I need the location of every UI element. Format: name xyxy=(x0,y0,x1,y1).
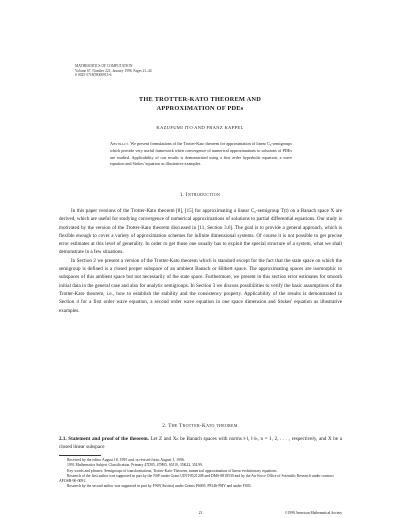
section-1-title: 1. Introduction xyxy=(179,192,221,198)
footnote-support-2: Research by the second author was supported in part by FWF(Austria) under Grants P6005, P8146-PHY and under F003. xyxy=(67,484,252,489)
intro-paragraph-1: In this paper versions of the Trotter-Kato theorem [8], [15] for approximating a linear C₀-semigroup T(t) on a Banach space X are derived, which are useful for studying convergence of numerical approximations of solutions to partial differential equations. Our study is motivated by the version of the Trotter-Kato theorem discussed in [11, Section 3.6]. The goal is to provide a general approach, which is flexible enough to cover a variety of approximation schemes for infinite dimensional systems. Of course it is not possible to get precise error estimates at this level of generality. In order to get those one usually has to exploit the special structure of a system, what we shall demonstrate in a few situations. xyxy=(59,208,342,256)
abstract-lead: Abstract. xyxy=(110,141,130,146)
footnote-rule xyxy=(59,455,101,456)
volume-line: Volume 67, Number 221, January 1998, Pages 21–44 xyxy=(75,68,152,73)
copyright-notice: ©1998 American Mathematical Society xyxy=(284,511,342,515)
section-1-body xyxy=(59,207,342,315)
journal-name: MATHEMATICS OF COMPUTATION xyxy=(75,64,133,68)
journal-header xyxy=(75,64,152,78)
footnote-support-1: Research of the first author was supported in part by the NSF under Grant UINT-8521208 and DMS-8818530 and by the Air Force Office of Scientific Research under contract AFOSR-90-0091. xyxy=(59,473,334,484)
subsection-2-1 xyxy=(59,435,342,452)
subsection-heading: 2.1. Statement and proof of the theorem. xyxy=(59,436,149,442)
pii-line: S 0025-5718(98)00915-6 xyxy=(75,73,112,78)
subsection-text: Let Z and Xₙ be Banach spaces with norms ‖·‖, ‖·‖ₙ, n = 1, 2, . . . , respectively, and X be a closed linear subspace xyxy=(59,436,343,451)
footnote-msc: 1991 Mathematics Subject Classification. Primary 47D05, 47H05, 65J10, 35K22, 35L99. xyxy=(67,463,203,468)
intro-paragraph-2: In Section 2 we present a version of the Trotter-Kato theorem which is standard except for the fact that the state space on which the semigroup is defined is a closed proper subspace of an ambient Banach or Hilbert space. The approximating spaces are isomorphic to subspaces of this ambient space but not necessarily of the state space. Furthermore, we present in this section error estimates for smooth initial data in the general case and also for analytic semigroups. In Section 3 we discuss possibilities to verify the basic assumptions of the Trotter-Kato theorem, i.e., how to establish the stability and the consistency property. Applicability of the results is demonstrated in Section 4 for a first order wave equation, a second order wave equation in one space dimension and Stokes' equation as illustrative examples. xyxy=(59,257,342,314)
abstract xyxy=(110,141,292,168)
footnote-keywords: Key words and phrases. Semigroups of transformations, Trotter-Kato-Theorem, numerical approximation of linear evolutionary equations. xyxy=(67,468,278,473)
section-2-title: 2. The Trotter-Kato theorem xyxy=(162,423,238,429)
section-2-body xyxy=(59,435,342,452)
abstract-text: We present formulations of the Trotter-Kato theorem for approximation of linear C₀-semigroups which provide very useful framework when convergence of numerical approximations to solutions of PDEs are studied. Applicability of our results is demonstrated using a first order hyperbolic equation, a wave equation and Stokes' equation as illustrative examples. xyxy=(110,141,292,167)
footnotes xyxy=(59,458,342,490)
title-line-1: THE TROTTER-KATO THEOREM AND xyxy=(138,96,262,103)
title-line-2: APPROXIMATION OF PDEs xyxy=(156,105,244,112)
page-number: 21 xyxy=(198,511,203,515)
footnote-received: Received by the editor August 18, 1995 and, in revised form, August 1, 1996. xyxy=(67,458,185,462)
paper-title xyxy=(0,95,400,113)
authors: KAZUFUMI ITO AND FRANZ KAPPEL xyxy=(156,125,244,130)
